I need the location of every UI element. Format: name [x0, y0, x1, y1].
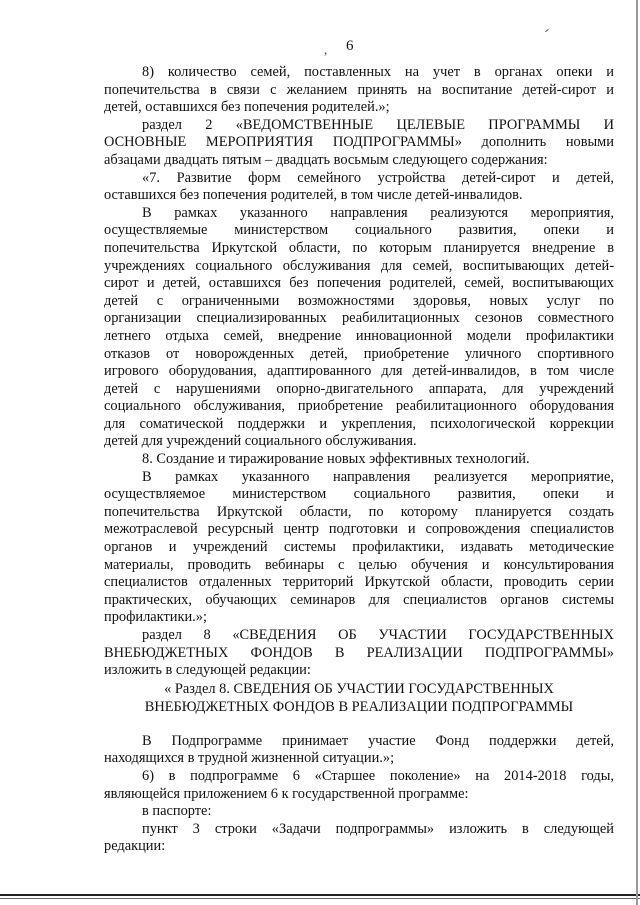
text-line: попечительства Иркутской области, по которому планируется создать [104, 503, 614, 520]
text-line: В Подпрограмме принимает участие Фонд поддержки детей, [142, 732, 614, 749]
text-line: для соматической поддержки и укрепления, психологической коррекции [104, 415, 614, 432]
text-line: абзацами двадцать пятым – двадцать восьмым следующего содержания: [104, 151, 548, 168]
text-line: учреждениях социального обслуживания для семей, воспитывающих детей- [104, 257, 614, 274]
scan-corner-mark [545, 29, 549, 32]
text-line: редакции: [104, 838, 166, 855]
text-line: ВНЕБЮДЖЕТНЫХ ФОНДОВ В РЕАЛИЗАЦИИ ПОДПРОГРАММЫ» [104, 644, 614, 661]
text-line: осуществляемое министерством социального развития, опеки и [104, 486, 614, 503]
text-line: детей с нарушениями опорно-двигательного аппарата, для учреждений [104, 380, 614, 397]
text-line: В рамках указанного направления реализуются мероприятия, [142, 204, 614, 221]
text-line: игрового оборудования, адаптированного для детей-инвалидов, в том числе [104, 363, 614, 380]
text-line: 8. Создание и тиражирование новых эффективных технологий. [142, 451, 530, 468]
text-line: раздел 8 «СВЕДЕНИЯ ОБ УЧАСТИИ ГОСУДАРСТВЕННЫХ [142, 627, 614, 643]
text-line: сирот и детей, оставшихся без попечения родителей, семей, воспитывающих [104, 275, 614, 292]
scan-edge-line [0, 894, 640, 896]
text-line: социального обслуживания, приобретение реабилитационного оборудования [104, 398, 614, 415]
text-line: организации специализированных реабилитационных сезонов совместного [104, 310, 614, 327]
page-number: 6 [346, 38, 354, 54]
text-line: профилактики.»; [104, 609, 207, 626]
text-line: ОСНОВНЫЕ МЕРОПРИЯТИЯ ПОДПРОГРАММЫ» дополнить новыми [104, 134, 614, 151]
scan-edge-line [636, 0, 638, 905]
text-line: детей для учреждений социального обслуживания. [104, 433, 417, 450]
section-title-line-2: ВНЕБЮДЖЕТНЫХ ФОНДОВ В РЕАЛИЗАЦИИ ПОДПРОГРАММЫ [144, 698, 574, 715]
text-line: межотраслевой ресурсный центр подготовки и сопровождения специалистов [104, 521, 614, 538]
text-line: осуществляемые министерством социального развития, опеки и [104, 222, 614, 239]
text-line: детей с ограниченными возможностями здоровья, новых услуг по [104, 292, 614, 309]
text-line: изложить в следующей редакции: [104, 662, 311, 679]
text-line: детей, оставшихся без попечения родителей.»; [104, 99, 390, 116]
text-line: находящихся в трудной жизненной ситуации.»; [104, 750, 395, 767]
text-line: попечительства в связи с желанием принять на воспитание детей-сирот и [104, 81, 614, 98]
text-line: оставшихся без попечения родителей, в том числе детей-инвалидов. [104, 187, 523, 204]
text-line: «7. Развитие форм семейного устройства детей-сирот и детей, [142, 169, 614, 186]
text-line: летнего отдыха семей, внедрение инновационной модели профилактики [104, 327, 614, 344]
text-line: 6) в подпрограмме 6 «Старшее поколение» на 2014-2018 годы, [142, 767, 614, 784]
text-line: пункт 3 строки «Задачи подпрограммы» изложить в следующей [142, 820, 614, 837]
text-line: специалистов отдаленных территорий Иркутской области, проводить серии [104, 574, 614, 591]
text-line: органов и учреждений системы профилактики, издавать методические [104, 539, 614, 556]
text-line: материалы, проводить вебинары с целью обучения и консультирования [104, 556, 614, 573]
text-line: 8) количество семей, поставленных на учет в органах опеки и [142, 64, 614, 80]
text-line: В рамках указанного направления реализуется мероприятие, [142, 468, 614, 485]
document-body [104, 64, 614, 856]
text-line: практических, обучающих семинаров для специалистов органов системы [104, 591, 614, 608]
text-line: раздел 2 «ВЕДОМСТВЕННЫЕ ЦЕЛЕВЫЕ ПРОГРАММЫ И [142, 116, 614, 133]
section-title-line-1: « Раздел 8. СВЕДЕНИЯ ОБ УЧАСТИИ ГОСУДАРСТВЕННЫХ [164, 680, 554, 697]
text-line: в паспорте: [142, 803, 212, 820]
text-line: попечительства Иркутской области, по которым планируется внедрение в [104, 239, 614, 256]
scan-edge-line [0, 898, 640, 899]
text-line: отказов от новорожденных детей, приобретение уличного спортивного [104, 345, 614, 362]
text-line: являющейся приложением 6 к государственной программе: [104, 785, 469, 802]
paragraph-spacer [104, 716, 614, 733]
comma-mark: , [324, 42, 328, 57]
